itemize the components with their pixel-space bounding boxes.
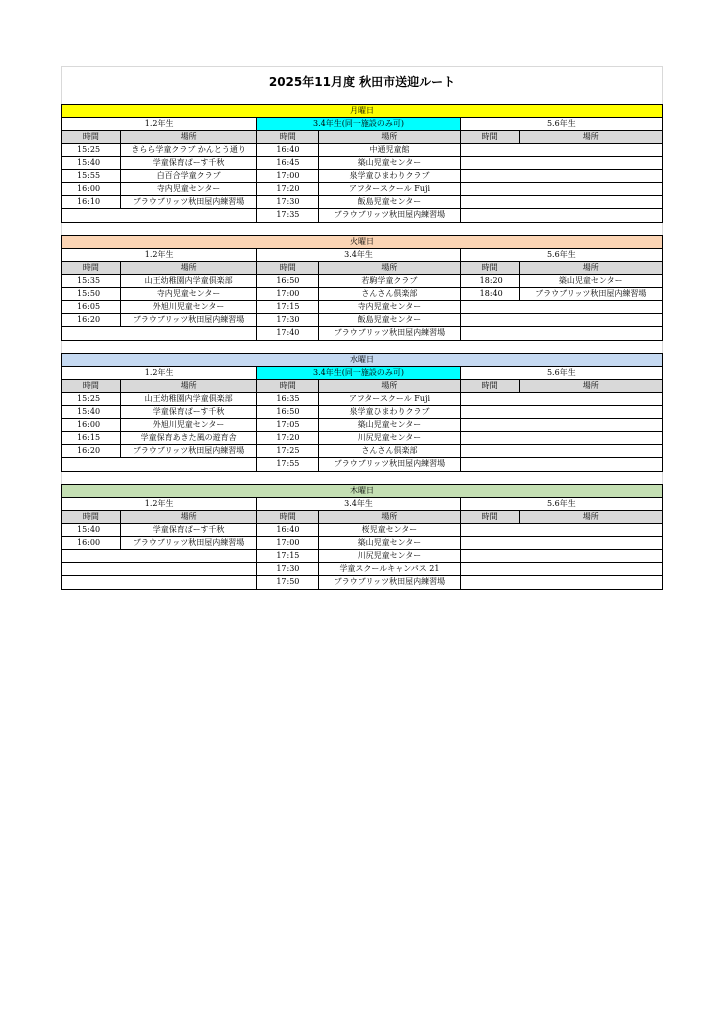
place-header: 場所	[121, 511, 258, 524]
section-gap	[61, 341, 663, 353]
pickup-place: 白百合学童クラブ	[121, 170, 258, 183]
time-header: 時間	[461, 262, 520, 275]
empty-cell	[461, 576, 662, 589]
pickup-time: 17:20	[257, 432, 319, 445]
pickup-place: 中通児童館	[319, 144, 461, 157]
pickup-place: 寺内児童センター	[319, 301, 461, 314]
route-sheet	[61, 66, 663, 590]
time-header: 時間	[257, 131, 319, 144]
table-row	[62, 327, 662, 340]
schedule-days	[61, 104, 663, 590]
pickup-place: 学童保育ぱーす千秋	[121, 157, 258, 170]
pickup-time: 16:00	[62, 183, 121, 196]
empty-cell	[62, 550, 257, 563]
time-header: 時間	[257, 262, 319, 275]
pickup-time: 16:45	[257, 157, 319, 170]
pickup-place: 寺内児童センター	[121, 288, 258, 301]
grade-label: 5.6年生	[461, 498, 662, 511]
day-header: 木曜日	[62, 484, 662, 498]
pickup-time: 17:30	[257, 563, 319, 576]
pickup-time: 17:15	[257, 550, 319, 563]
pickup-place: ブラウブリッツ秋田屋内練習場	[319, 209, 461, 222]
empty-cell	[62, 327, 257, 340]
day-block-3	[61, 484, 663, 590]
pickup-time: 17:35	[257, 209, 319, 222]
pickup-time: 17:30	[257, 196, 319, 209]
time-header: 時間	[461, 380, 520, 393]
pickup-place: ブラウブリッツ秋田屋内練習場	[121, 537, 258, 550]
grade-label: 3.4年生	[257, 498, 460, 511]
column-header-row	[62, 380, 662, 393]
table-row	[62, 144, 662, 157]
time-header: 時間	[461, 131, 520, 144]
pickup-time: 15:50	[62, 288, 121, 301]
pickup-time: 16:50	[257, 275, 319, 288]
pickup-time: 15:55	[62, 170, 121, 183]
table-row	[62, 563, 662, 576]
time-header: 時間	[461, 511, 520, 524]
pickup-place: 学童保育ぱーす千秋	[121, 406, 258, 419]
grade-label: 3.4年生	[257, 249, 460, 262]
table-row	[62, 537, 662, 550]
empty-cell	[461, 196, 662, 209]
pickup-place: ブラウブリッツ秋田屋内練習場	[319, 576, 461, 589]
pickup-time: 16:40	[257, 524, 319, 537]
empty-cell	[461, 458, 662, 471]
pickup-time: 16:20	[62, 445, 121, 458]
time-header: 時間	[62, 380, 121, 393]
pickup-time: 16:05	[62, 301, 121, 314]
table-row	[62, 458, 662, 471]
pickup-place: きらら学童クラブ かんとう通り	[121, 144, 258, 157]
empty-cell	[461, 419, 662, 432]
time-header: 時間	[62, 511, 121, 524]
pickup-place: 泉学童ひまわりクラブ	[319, 170, 461, 183]
place-header: 場所	[319, 131, 461, 144]
grade-label: 1.2年生	[62, 498, 257, 511]
grade-row	[62, 249, 662, 262]
time-header: 時間	[257, 380, 319, 393]
pickup-place: 築山児童センター	[319, 419, 461, 432]
pickup-time: 17:55	[257, 458, 319, 471]
pickup-time: 16:15	[62, 432, 121, 445]
pickup-time: 17:20	[257, 183, 319, 196]
pickup-place: 若駒学童クラブ	[319, 275, 460, 288]
grade-label: 1.2年生	[62, 249, 257, 262]
pickup-time: 17:50	[257, 576, 319, 589]
empty-cell	[461, 157, 662, 170]
time-header: 時間	[62, 131, 121, 144]
pickup-time: 15:25	[62, 393, 121, 406]
pickup-place: 川尻児童センター	[319, 550, 461, 563]
pickup-time: 17:25	[257, 445, 319, 458]
pickup-place: アフタースクール Fuji	[319, 393, 461, 406]
pickup-place: 築山児童センター	[520, 275, 662, 288]
empty-cell	[62, 563, 257, 576]
pickup-time: 15:25	[62, 144, 121, 157]
pickup-time: 17:40	[257, 327, 319, 340]
pickup-place: 外旭川児童センター	[121, 301, 258, 314]
place-header: 場所	[520, 131, 663, 144]
empty-cell	[461, 209, 662, 222]
pickup-place: アフタースクール Fuji	[319, 183, 461, 196]
pickup-place: 山王幼稚園内学童倶楽部	[121, 275, 258, 288]
pickup-place: ブラウブリッツ秋田屋内練習場	[520, 288, 662, 301]
pickup-time: 15:35	[62, 275, 121, 288]
empty-cell	[461, 406, 662, 419]
grade-label: 5.6年生	[461, 118, 662, 131]
place-header: 場所	[121, 262, 258, 275]
pickup-time: 16:00	[62, 537, 121, 550]
pickup-place: さんさん倶楽部	[319, 288, 460, 301]
place-header: 場所	[319, 380, 461, 393]
place-header: 場所	[319, 511, 461, 524]
column-header-row	[62, 511, 662, 524]
pickup-time: 16:40	[257, 144, 319, 157]
column-header-row	[62, 131, 662, 144]
pickup-place: 飯島児童センター	[319, 196, 461, 209]
place-header: 場所	[520, 380, 663, 393]
table-row	[62, 183, 662, 196]
day-header: 火曜日	[62, 235, 662, 249]
pickup-place: 寺内児童センター	[121, 183, 258, 196]
empty-cell	[461, 170, 662, 183]
pickup-time: 17:15	[257, 301, 319, 314]
pickup-place: ブラウブリッツ秋田屋内練習場	[121, 445, 258, 458]
day-header: 水曜日	[62, 353, 662, 367]
pickup-time: 17:00	[257, 288, 319, 301]
grade-row	[62, 367, 662, 380]
pickup-place: 桜児童センター	[319, 524, 461, 537]
table-row	[62, 209, 662, 222]
day-block-0	[61, 104, 663, 223]
section-gap	[61, 223, 663, 235]
page-title: 2025年11月度 秋田市送迎ルート	[61, 66, 663, 96]
time-header: 時間	[62, 262, 121, 275]
pickup-place: 築山児童センター	[319, 537, 461, 550]
pickup-place: 学童保育ぱーす千秋	[121, 524, 258, 537]
pickup-place: 学童スクールキャンパス 21	[319, 563, 461, 576]
empty-cell	[62, 209, 257, 222]
pickup-place: 泉学童ひまわりクラブ	[319, 406, 461, 419]
place-header: 場所	[520, 262, 663, 275]
place-header: 場所	[121, 131, 258, 144]
pickup-time: 16:50	[257, 406, 319, 419]
pickup-time: 18:20	[461, 275, 520, 288]
pickup-time: 17:00	[257, 537, 319, 550]
grade-row	[62, 118, 662, 131]
empty-cell	[461, 563, 662, 576]
empty-cell	[461, 393, 662, 406]
empty-cell	[461, 524, 662, 537]
grade-label: 5.6年生	[461, 367, 662, 380]
table-row	[62, 393, 662, 406]
pickup-place: ブラウブリッツ秋田屋内練習場	[319, 458, 461, 471]
day-block-2	[61, 353, 663, 472]
place-header: 場所	[319, 262, 461, 275]
pickup-place: 外旭川児童センター	[121, 419, 258, 432]
table-row	[62, 432, 662, 445]
day-block-1	[61, 235, 663, 341]
pickup-time: 16:00	[62, 419, 121, 432]
table-row	[62, 196, 662, 209]
pickup-place: 山王幼稚園内学童倶楽部	[121, 393, 258, 406]
table-row	[62, 419, 662, 432]
empty-cell	[461, 550, 662, 563]
empty-cell	[461, 183, 662, 196]
pickup-place: ブラウブリッツ秋田屋内練習場	[121, 314, 258, 327]
place-header: 場所	[121, 380, 258, 393]
pickup-time: 18:40	[461, 288, 520, 301]
table-row	[62, 301, 662, 314]
grade-label: 3.4年生(同一施設のみ可)	[257, 118, 460, 131]
pickup-time: 15:40	[62, 157, 121, 170]
pickup-time: 16:35	[257, 393, 319, 406]
grade-label: 5.6年生	[461, 249, 662, 262]
empty-cell	[461, 314, 662, 327]
pickup-place: ブラウブリッツ秋田屋内練習場	[121, 196, 258, 209]
grade-label: 1.2年生	[62, 367, 257, 380]
pickup-time: 16:10	[62, 196, 121, 209]
table-row	[62, 524, 662, 537]
pickup-time: 16:20	[62, 314, 121, 327]
section-gap	[61, 472, 663, 484]
table-row	[62, 275, 662, 288]
day-header: 月曜日	[62, 104, 662, 118]
table-row	[62, 157, 662, 170]
place-header: 場所	[520, 511, 663, 524]
empty-cell	[461, 144, 662, 157]
time-header: 時間	[257, 511, 319, 524]
grade-row	[62, 498, 662, 511]
pickup-time: 17:00	[257, 170, 319, 183]
pickup-time: 15:40	[62, 406, 121, 419]
empty-cell	[62, 576, 257, 589]
pickup-place: 飯島児童センター	[319, 314, 461, 327]
grade-label: 1.2年生	[62, 118, 257, 131]
table-row	[62, 445, 662, 458]
table-row	[62, 550, 662, 563]
pickup-time: 17:05	[257, 419, 319, 432]
grade-label: 3.4年生(同一施設のみ可)	[257, 367, 460, 380]
empty-cell	[461, 327, 662, 340]
empty-cell	[461, 537, 662, 550]
pickup-time: 17:30	[257, 314, 319, 327]
pickup-place: ブラウブリッツ秋田屋内練習場	[319, 327, 461, 340]
empty-cell	[461, 432, 662, 445]
empty-cell	[62, 458, 257, 471]
pickup-place: さんさん倶楽部	[319, 445, 461, 458]
table-row	[62, 314, 662, 327]
empty-cell	[461, 445, 662, 458]
column-header-row	[62, 262, 662, 275]
table-row	[62, 406, 662, 419]
table-row	[62, 288, 662, 301]
pickup-place: 学童保育あきた風の遊育舎	[121, 432, 258, 445]
pickup-place: 川尻児童センター	[319, 432, 461, 445]
empty-cell	[461, 301, 662, 314]
table-row	[62, 170, 662, 183]
pickup-time: 15:40	[62, 524, 121, 537]
table-row	[62, 576, 662, 589]
pickup-place: 築山児童センター	[319, 157, 461, 170]
